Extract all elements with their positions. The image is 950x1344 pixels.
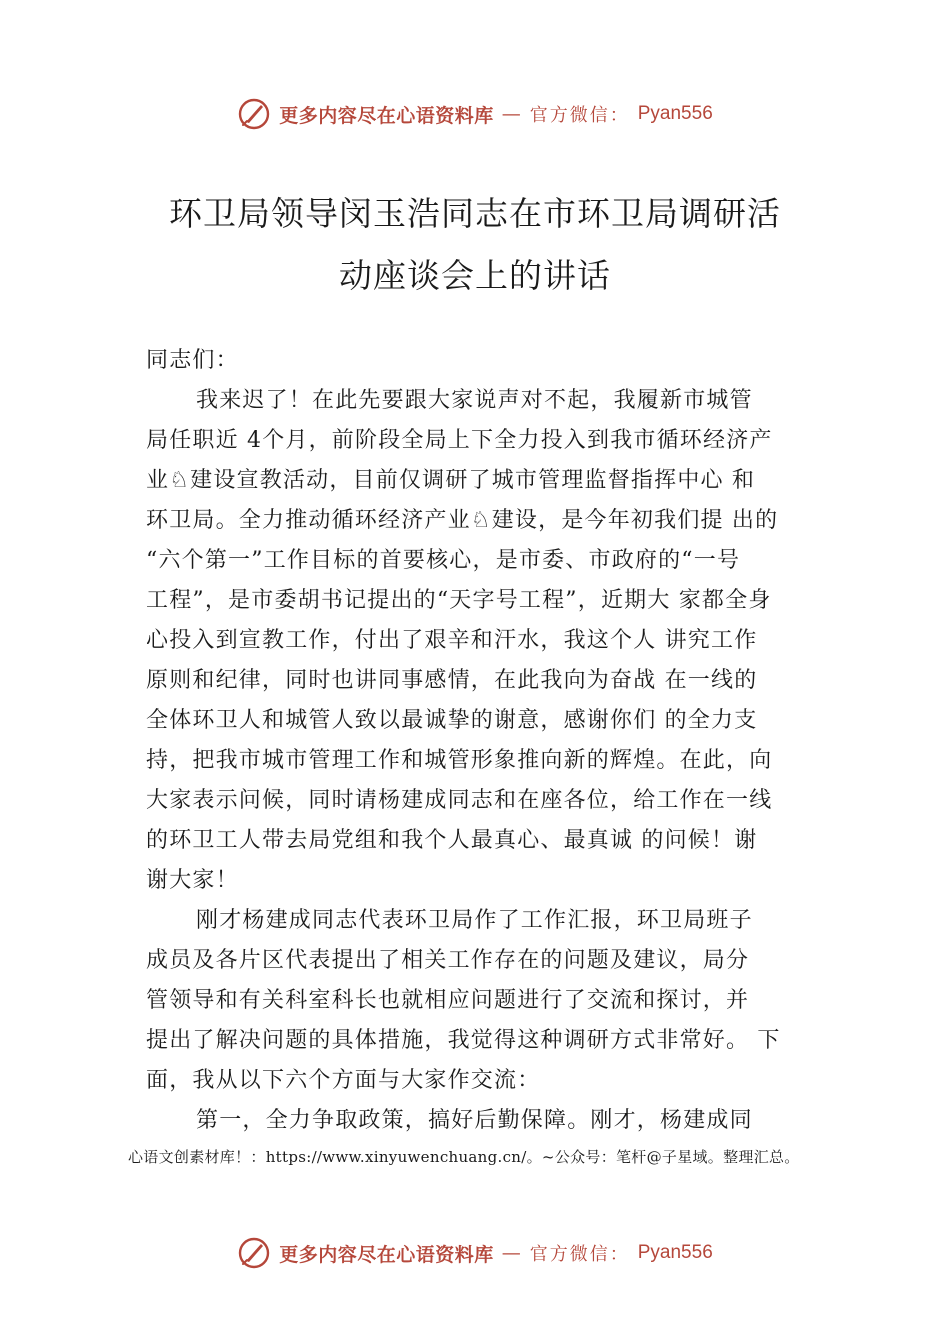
banner-wechat-handle: Pyan556 [637,1242,713,1263]
body-line: 管领导和有关科室科长也就相应问题进行了交流和探讨，并 [146,988,750,1013]
body-line: 工程”，是市委胡书记提出的“天字号工程”，近期大 家都全身 [146,588,772,613]
body-line: 原则和纪律，同时也讲同事感情，在此我向为奋战 在一线的 [146,668,758,693]
quill-seal-icon [237,97,271,131]
body-line: 第一，全力争取政策，搞好后勤保障。刚才，杨建成同 [196,1108,753,1133]
banner-wechat-label: 官方微信： [529,105,630,126]
header-banner [0,92,950,136]
banner-separator: — [501,103,522,125]
quill-seal-icon [237,1236,271,1270]
body-line: 刚才杨建成同志代表环卫局作了工作汇报，环卫局班子 [196,908,753,933]
banner-brand: 更多内容尽在心语资料库 [279,1243,494,1266]
body-line: 心投入到宣教工作，付出了艰辛和汗水，我这个人 讲究工作 [146,628,758,653]
banner-wechat-handle: Pyan556 [637,103,713,124]
body-line: 成员及各片区代表提出了相关工作存在的问题及建议，局分 [146,948,750,973]
body-line: 局任职近 4个月，前阶段全局上下全力投入到我市循环经济产 [146,428,773,453]
body-line: 谢大家！ [146,868,239,893]
body-line: 持，把我市城市管理工作和城管形象推向新的辉煌。在此，向 [146,748,773,773]
document-title-line-1: 环卫局领导闵玉浩同志在市环卫局调研活 [169,194,781,233]
banner-separator: — [501,1242,522,1264]
body-line: 我来迟了！在此先要跟大家说声对不起，我履新市城管 [196,388,753,413]
footer-banner [0,1231,950,1275]
body-paragraphs [146,381,846,1141]
body-line: 大家表示问候，同时请杨建成同志和在座各位，给工作在一线 [146,788,773,813]
body-line: 全体环卫人和城管人致以最诚挚的谢意，感谢你们 的全力支 [146,708,758,733]
document-title-line-2: 动座谈会上的讲话 [339,256,611,295]
document-body [146,341,846,1141]
body-line: 的环卫工人带去局党组和我个人最真心、最真诚 的问候！谢 [146,828,758,853]
salutation: 同志们： [146,348,239,373]
body-line: 面，我从以下六个方面与大家作交流： [146,1068,541,1093]
body-line: “六个第一”工作目标的首要核心，是市委、市政府的“一号 [146,548,741,573]
body-line: 提出了解决问题的具体措施，我觉得这种调研方式非常好。 下 [146,1028,781,1053]
body-line: 环卫局。全力推动循环经济产业♘建设，是今年初我们提 出的 [146,508,779,533]
banner-brand: 更多内容尽在心语资料库 [279,104,494,127]
banner-wechat-label: 官方微信： [529,1244,630,1265]
source-footnote: 心语文创素材库！：https://www.xinyuwenchuang.cn/。~公众号：笔杆@子星域。整理汇总。 [128,1148,800,1166]
body-line: 业♘建设宣教活动，目前仅调研了城市管理监督指挥中心 和 [146,468,756,493]
